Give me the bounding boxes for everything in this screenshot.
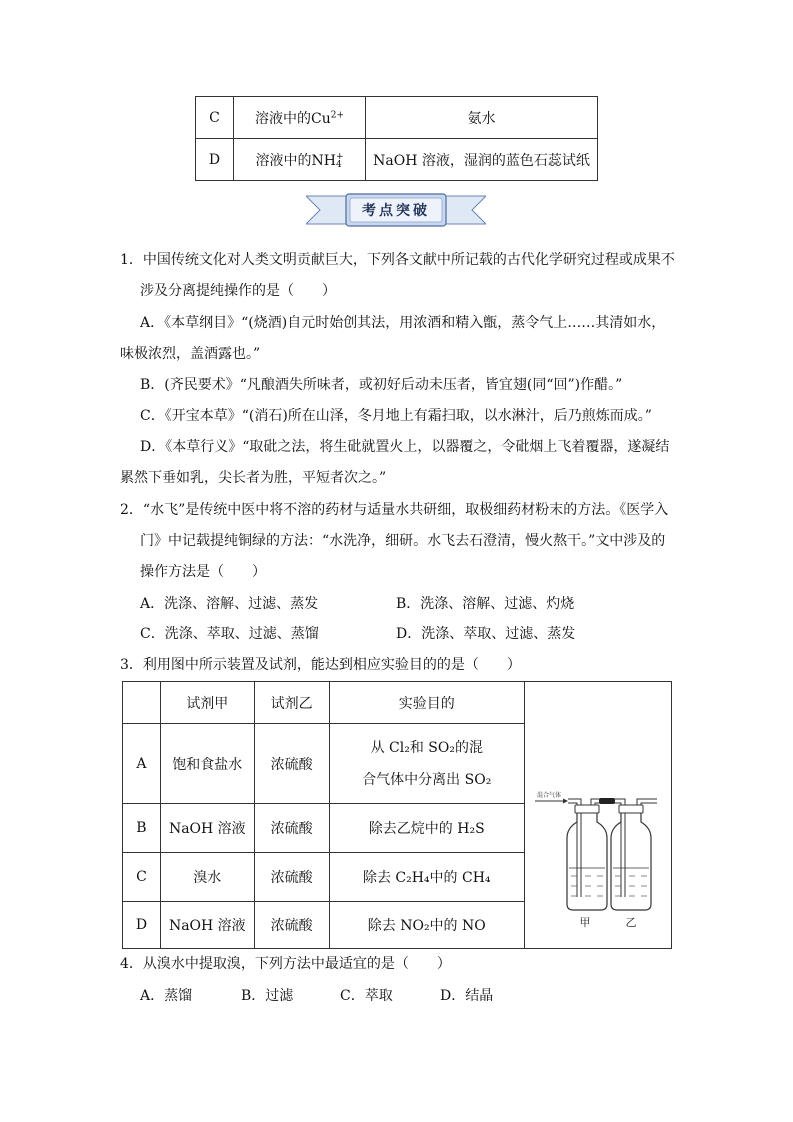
rubber-connector bbox=[599, 798, 615, 804]
bottle-jia bbox=[567, 813, 607, 910]
header-blank bbox=[123, 682, 161, 724]
q2-stem-line-1: 2．“水飞”是传统中医中将不溶的药材与适量水共研细，取极细药材粉末的方法。《医学入 bbox=[120, 502, 669, 518]
connecting-tube bbox=[591, 799, 625, 897]
bottle-yi-stopper bbox=[619, 805, 643, 813]
q1-stem-line-2: 涉及分离提纯操作的是（ ） bbox=[140, 283, 336, 299]
row-reagent-jia: 溴水 bbox=[160, 853, 254, 901]
row-reagent-jia: 饱和食盐水 bbox=[160, 724, 254, 804]
row-goal: 除去乙烷中的 H₂S bbox=[329, 803, 524, 852]
arrow-head-icon bbox=[563, 799, 568, 804]
row-key: D bbox=[123, 901, 161, 948]
row-goal-line-1: 从 Cl₂和 SO₂的混 bbox=[370, 739, 483, 756]
q4-option-a: A．蒸馏 bbox=[140, 988, 193, 1004]
row-reagent: NaOH 溶液，湿润的蓝色石蕊试纸 bbox=[366, 139, 598, 181]
row-reagent-yi: 浓硫酸 bbox=[254, 853, 329, 901]
row-reagent-yi: 浓硫酸 bbox=[254, 803, 329, 852]
q2-stem-line-3: 操作方法是（ ） bbox=[140, 564, 266, 580]
header-goal: 实验目的 bbox=[329, 682, 524, 724]
q1-option-a-line-2: 味极浓烈，盖酒露也。” bbox=[120, 346, 261, 362]
q2-stem-line-2: 门》中记载提纯铜绿的方法：“水洗净，细研。水飞去石澄清，慢火熬干。”文中涉及的 bbox=[140, 533, 666, 549]
row-reagent-yi: 浓硫酸 bbox=[254, 724, 329, 804]
row-key: B bbox=[123, 803, 161, 852]
row-goal bbox=[329, 724, 524, 804]
bottle-jia-stopper bbox=[575, 805, 599, 813]
row-goal-line-2: 合气体中分离出 SO₂ bbox=[362, 771, 492, 788]
row-goal: 除去 NO₂中的 NO bbox=[329, 901, 524, 948]
header-reagent-yi: 试剂乙 bbox=[254, 682, 329, 724]
row-key: D bbox=[196, 139, 234, 181]
q1-option-c: C．《开宝本草》“(消石)所在山泽，冬月地上有霜扫取，以水淋汁，后乃煎炼而成。” bbox=[140, 408, 652, 424]
q2-option-c: C．洗涤、萃取、过滤、蒸馏 bbox=[140, 626, 319, 642]
q4-option-c: C．萃取 bbox=[340, 988, 393, 1004]
q3-stem: 3．利用图中所示装置及试剂，能达到相应实验目的的是（ ） bbox=[120, 657, 521, 673]
row-goal: 除去 C₂H₄中的 CH₄ bbox=[329, 853, 524, 901]
q3-experiment-table bbox=[122, 681, 672, 949]
q1-option-d-line-1: D．《本草行义》“取砒之法，将生砒就置火上，以器覆之，令砒烟上飞着覆器，遂凝结 bbox=[140, 439, 670, 455]
q2-option-b: B．洗涤、溶解、过滤、灼烧 bbox=[396, 596, 575, 612]
q1-option-b: B．(齐民要术》“凡酿酒失所味者，或初好后动未压者，皆宜翅(同“回”)作醋。” bbox=[140, 377, 623, 393]
row-reagent-jia: NaOH 溶液 bbox=[160, 901, 254, 948]
inlet-tube bbox=[568, 799, 581, 897]
row-item: 溶液中的$Cu^{2+}$ bbox=[234, 97, 366, 139]
table-row bbox=[196, 97, 598, 139]
bottle-yi bbox=[611, 813, 651, 910]
row-item: 溶液中的NH + 4 bbox=[234, 139, 366, 181]
q1-option-d-line-2: 累然下垂如乳，尖长者为胜，平短者次之。” bbox=[120, 470, 387, 486]
q4-option-b: B．过滤 bbox=[241, 988, 294, 1004]
table-row bbox=[196, 139, 598, 181]
row-key: C bbox=[123, 853, 161, 901]
banner-label: 考点突破 bbox=[362, 203, 430, 219]
bottle-jia-label: 甲 bbox=[579, 916, 591, 929]
q1-stem-line-1: 1．中国传统文化对人类文明贡献巨大，下列各文献中所记载的古代化学研究过程或成果不 bbox=[120, 252, 675, 268]
row-key: A bbox=[123, 724, 161, 804]
apparatus-figure-cell bbox=[524, 682, 671, 949]
row-key: C bbox=[196, 97, 234, 139]
row-reagent-jia: NaOH 溶液 bbox=[160, 803, 254, 852]
row-reagent: 氨水 bbox=[366, 97, 598, 139]
table-header-row bbox=[123, 682, 672, 724]
header-reagent-jia: 试剂甲 bbox=[160, 682, 254, 724]
q2-option-a: A．洗涤、溶解、过滤、蒸发 bbox=[140, 596, 319, 612]
bottle-yi-label: 乙 bbox=[625, 916, 637, 929]
q4-option-d: D．结晶 bbox=[440, 988, 494, 1004]
gas-washing-bottles-figure bbox=[525, 682, 670, 944]
reagent-table-continued bbox=[195, 96, 598, 181]
section-banner bbox=[306, 193, 486, 227]
inlet-label: 混合气体 bbox=[537, 792, 562, 799]
q2-option-d: D．洗涤、萃取、过滤、蒸发 bbox=[396, 626, 576, 642]
q4-stem: 4．从溴水中提取溴，下列方法中最适宜的是（ ） bbox=[120, 956, 451, 972]
row-reagent-yi: 浓硫酸 bbox=[254, 901, 329, 948]
q1-option-a-line-1: A．《本草纲目》“(烧酒)自元时始创其法，用浓酒和精入甑，蒸令气上……其清如水， bbox=[140, 315, 666, 331]
